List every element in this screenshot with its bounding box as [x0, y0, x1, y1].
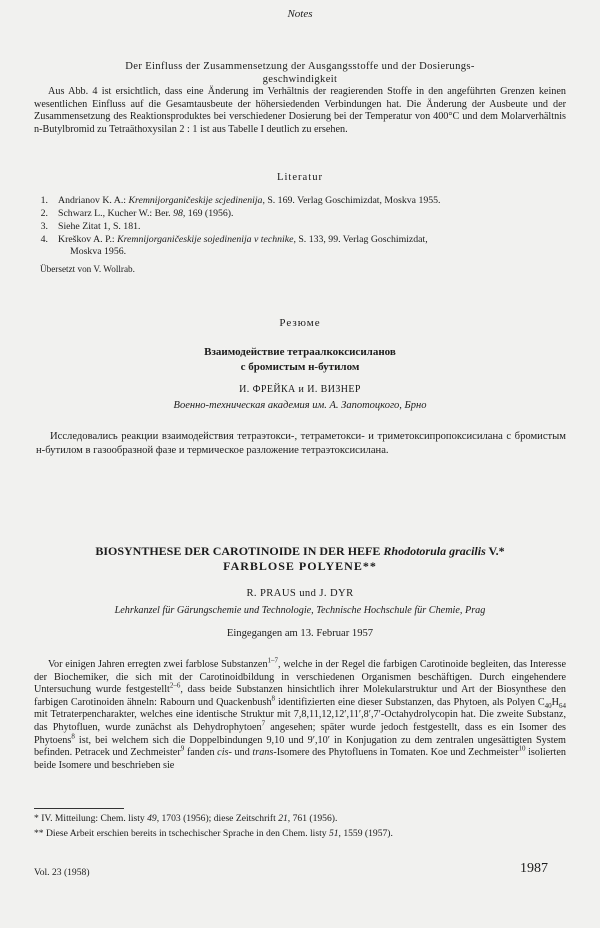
- section-title-line2: geschwindigkeit: [262, 74, 338, 85]
- reference-text: [58, 208, 588, 220]
- reference-number: 2.: [40, 208, 48, 219]
- reference-authors: Andrianov K. A.:: [58, 195, 129, 206]
- article-title: [0, 544, 600, 574]
- footnote-text: , 761 (1956).: [287, 813, 338, 824]
- footnote-2: [34, 828, 566, 841]
- footnote-mark: *: [34, 813, 42, 824]
- translator-note: Übersetzt von V. Wollrab.: [40, 264, 135, 274]
- resume-title-line1: Взаимодействие тетраалкоксисиланов: [204, 346, 396, 358]
- article-title-species: Rhodotorula gracilis: [383, 544, 486, 558]
- resume-title: [0, 345, 600, 375]
- footnote-text: IV. Mitteilung: Chem. listy: [41, 813, 148, 824]
- citation-superscript: 10: [518, 744, 526, 753]
- article-affiliation: Lehrkanzel für Gärungschemie und Technologie, Technische Hochschule für Chemie, Prag: [114, 605, 486, 616]
- reference-text: [58, 234, 588, 258]
- reference-continuation: Moskva 1956.: [70, 246, 127, 257]
- reference-number: 4.: [40, 234, 48, 245]
- citation-superscript: 8: [271, 694, 276, 703]
- reference-title: Kremnijorganičeskije sojedinenija v technike: [117, 234, 294, 245]
- italic-term: trans: [252, 747, 274, 759]
- footnote-1: [34, 813, 566, 826]
- page-number: 1987: [520, 861, 548, 876]
- footnote-divider: [34, 808, 124, 809]
- italic-term: cis: [217, 747, 229, 759]
- section-title-line1: Der Einfluss der Zusammensetzung der Ausgangsstoffe und der Dosierungs-: [125, 61, 475, 72]
- literature-heading: Literatur: [276, 172, 324, 183]
- resume-title-line2: с бромистым н-бутилом: [240, 361, 360, 373]
- article-title-suffix: V.*: [485, 544, 505, 558]
- citation-superscript: 7: [261, 719, 266, 728]
- section-paragraph: Aus Abb. 4 ist ersichtlich, dass eine Änderung im Verhältnis der reagierenden Stoffe in den angeführten Grenzen keinen wesentlichen Einfluss auf die Gesamtausbeute der höhersiedenden Verbindungen hat. Die Änderung der Ausbeute und der Zusammensetzung des Reaktionsproduktes bei verschiedener Dosierung bei der Temperatur von 400°C und dem Molarverhältnis n-Butylbromid zu Tetraäthoxysilan 2 : 1 ist aus Tabelle I deutlich zu ersehen.: [34, 86, 566, 136]
- reference-number: 3.: [40, 221, 48, 232]
- resume-heading: Резюме: [279, 317, 321, 329]
- footnote-volume: 21: [278, 813, 288, 824]
- reference-title: Kremnijorganičeskije scjedinenija: [128, 195, 263, 206]
- reference-text: [58, 221, 588, 233]
- reference-authors: Schwarz L., Kucher W.: Ber.: [58, 208, 174, 219]
- footnote-text: Diese Arbeit erschien bereits in tschechischer Sprache in den Chem. listy: [46, 828, 329, 839]
- resume-text: Исследовались реакции взаимодействия тетраэтокси-, тетраметокси- и триметоксипропоксисилана с бромистым н-бутилом в газообразной фазе и термическое разложение тетраэтоксисилана.: [36, 431, 566, 456]
- article-body: Vor einigen Jahren erregten zwei farblose Substanzen$^{1-7}$, welche in der Regel die farbigen Carotinoide begleiten, das Interesse der Biochemiker, die sich mit der Carotinoidbildung in verschiedenen Organismen beschäftigen. Durch eingehendere Untersuchung wurde festgestellt$^{2-6}$, dass beide Substanzen hinsichtlich ihrer Molekularstruktur und Art der Biosynthese den farbigen Carotinoiden ähneln: Rabourn und Quackenbush$^8$ identifizierten eine dieser Substanzen, das Phytoen, als Polyen $C_{40}H_{64}$ mit Tetraterpencharakter, welches eine identische Struktur mit 7,8,11,12,12′,11′,8′,7′-Octahydrolycopin hat. Die zweite Substanz, das Phytofluen, wurde zunächst als Dehydrophytoen$^7$ angesehen; später wurde jedoch festgestellt, dass es ein Isomer des Phytoens$^8$ ist, bei welchem sich die Doppelbindungen 9,10 und 9′,10′ in Konjugation zu dem zentralen ungesättigten System befinden. Petracek und Zechmeister$^9$ fanden cis- und trans-Isomere des Phytofluens in Tomaten. Koe und Zechmeister$^{10}$ isolierten beide Isomere und beschrieben sie: [34, 656, 567, 771]
- citation-superscript: 2–6: [169, 681, 181, 690]
- footnote-volume: 51: [328, 828, 339, 839]
- reference-title: 98: [173, 208, 183, 219]
- reference-number: 1.: [40, 195, 48, 206]
- reference-text: [58, 195, 588, 207]
- article-received-date: Eingegangen am 13. Februar 1957: [226, 628, 374, 639]
- reference-details: , S. 169. Verlag Goschimizdat, Moskva 1955.: [262, 195, 441, 206]
- reference-authors: Kreškov A. P.:: [58, 234, 118, 245]
- article-title-line2: FARBLOSE POLYENE**: [223, 559, 377, 573]
- footnote-text: , 1559 (1957).: [338, 828, 393, 839]
- article-title-text: BIOSYNTHESE DER CAROTINOIDE IN DER HEFE: [95, 544, 384, 558]
- running-header: Notes: [287, 8, 313, 20]
- citation-superscript: 9: [180, 744, 185, 753]
- reference-details: , 169 (1956).: [182, 208, 234, 219]
- volume-label: Vol. 23 (1958): [34, 867, 90, 878]
- resume-affiliation: Военно-техническая академия им. А. Запотоцкого, Брно: [173, 400, 427, 411]
- citation-superscript: 8: [71, 732, 75, 741]
- formula-subscript: 40: [544, 701, 552, 710]
- footnote-text: , 1703 (1956); diese Zeitschrift: [156, 813, 279, 824]
- formula-subscript: 64: [559, 701, 566, 710]
- reference-details: , S. 133, 99. Verlag Goschimizdat,: [293, 234, 428, 245]
- article-title-line1: [0, 544, 600, 559]
- footnote-volume: 49: [147, 813, 157, 824]
- reference-authors: Siehe Zitat 1, S. 181.: [58, 221, 141, 232]
- article-authors: R. PRAUS und J. DYR: [246, 588, 354, 599]
- citation-superscript: 1–7: [267, 656, 279, 665]
- section-title: [30, 60, 570, 86]
- footnote-mark: **: [34, 828, 46, 839]
- resume-authors: И. ФРЕЙКА и И. ВИЗНЕР: [239, 384, 361, 395]
